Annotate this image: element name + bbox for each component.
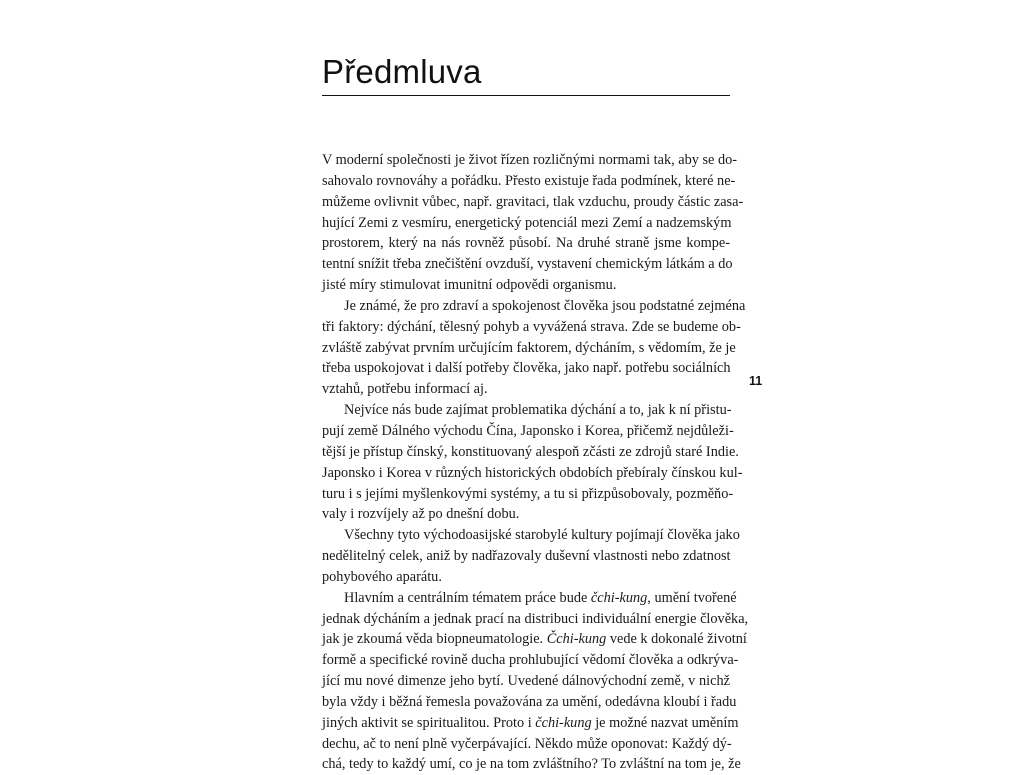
body-text-line: hující Zemi z vesmíru, energetický potenciál mezi Zemí a nadzemským bbox=[322, 214, 732, 231]
body-text-line: jiných aktivit se spiritualitou. Proto i čchi-kung je možné nazvat uměním bbox=[322, 714, 739, 731]
body-text-line: třeba uspokojovat i další potřeby člověka, jako např. potřebu sociálních bbox=[322, 360, 731, 377]
body-text-line: V moderní společnosti je život řízen rozličnými normami tak, aby se do- bbox=[322, 152, 738, 168]
body-text-line: sahovalo rovnováhy a pořádku. Přesto existuje řada podmínek, které ne- bbox=[322, 172, 736, 189]
body-text-line: můžeme ovlivnit vůbec, např. gravitaci, tlak vzduchu, proudy částic zasa- bbox=[322, 193, 744, 210]
body-text-line: vztahů, potřebu informací aj. bbox=[322, 381, 488, 398]
body-text-line: zvláště zabývat prvním určujícím faktorem, dýcháním, s vědomím, že je bbox=[322, 339, 736, 356]
body-text-line: Je známé, že pro zdraví a spokojenost člověka jsou podstatné zejména bbox=[344, 297, 746, 314]
body-text-line: byla vždy i běžná řemesla považována za umění, odedávna kloubí i řadu bbox=[322, 693, 737, 710]
body-text-line: Hlavním a centrálním tématem práce bude čchi-kung, umění tvořené bbox=[344, 589, 737, 606]
body-text bbox=[322, 150, 749, 775]
body-text-line: tři faktory: dýchání, tělesný pohyb a vyvážená strava. Zde se budeme ob- bbox=[322, 318, 741, 335]
body-text-line: formě a specifické rovině ducha prohlubující vědomí člověka a odkrýva- bbox=[322, 652, 739, 669]
body-text-line: jící mu nové dimenze jeho bytí. Uvedené dálnovýchodní země, v nichž bbox=[322, 673, 730, 690]
chapter-title: Předmluva bbox=[322, 53, 482, 90]
page-number: 11 bbox=[749, 374, 763, 388]
body-text-line: jisté míry stimulovat imunitní odpovědi organismu. bbox=[322, 277, 617, 294]
body-text-line: dechu, ač to není plně vyčerpávající. Někdo může oponovat: Každý dý- bbox=[322, 735, 732, 752]
body-text-line: turu i s jejími myšlenkovými systémy, a tu si přizpůsobovaly, pozměňo- bbox=[322, 485, 734, 502]
body-text-line: jak je zkoumá věda biopneumatologie. Čchi-kung vede k dokonalé životní bbox=[322, 631, 747, 648]
body-text-line: Nejvíce nás bude zajímat problematika dýchání a to, jak k ní přistu- bbox=[344, 402, 732, 419]
body-text-line: pohybového aparátu. bbox=[322, 568, 442, 585]
body-text-line: Japonsko i Korea v různých historických obdobích přebíraly čínskou kul- bbox=[322, 464, 743, 481]
body-text-line: tější je přístup čínský, konstituovaný alespoň zčásti ze zdrojů staré Indie. bbox=[322, 443, 739, 460]
body-text-line: chá, tedy to každý umí, co je na tom zvláštního? To zvláštní na tom je, že bbox=[322, 756, 741, 773]
body-text-line: valy i rozvíjely až po dnešní dobu. bbox=[322, 506, 520, 523]
body-text-line: tentní snížit třeba znečištění ovzduší, vystavení chemickým látkám a do bbox=[322, 256, 733, 273]
body-text-line: pují země Dálného východu Čína, Japonsko i Korea, přičemž nejdůleži- bbox=[322, 422, 734, 439]
body-text-line: nedělitelný celek, aniž by nadřazovaly duševní vlastnosti nebo zdatnost bbox=[322, 548, 731, 565]
body-text-line: jednak dýcháním a jednak prací na distribuci individuální energie člověka, bbox=[322, 610, 749, 627]
title-rule bbox=[322, 95, 730, 96]
body-text-line: prostorem, který na nás rovněž působí. Na druhé straně jsme kompe- bbox=[322, 235, 730, 252]
body-text-line: Všechny tyto východoasijské starobylé kultury pojímají člověka jako bbox=[344, 527, 740, 544]
